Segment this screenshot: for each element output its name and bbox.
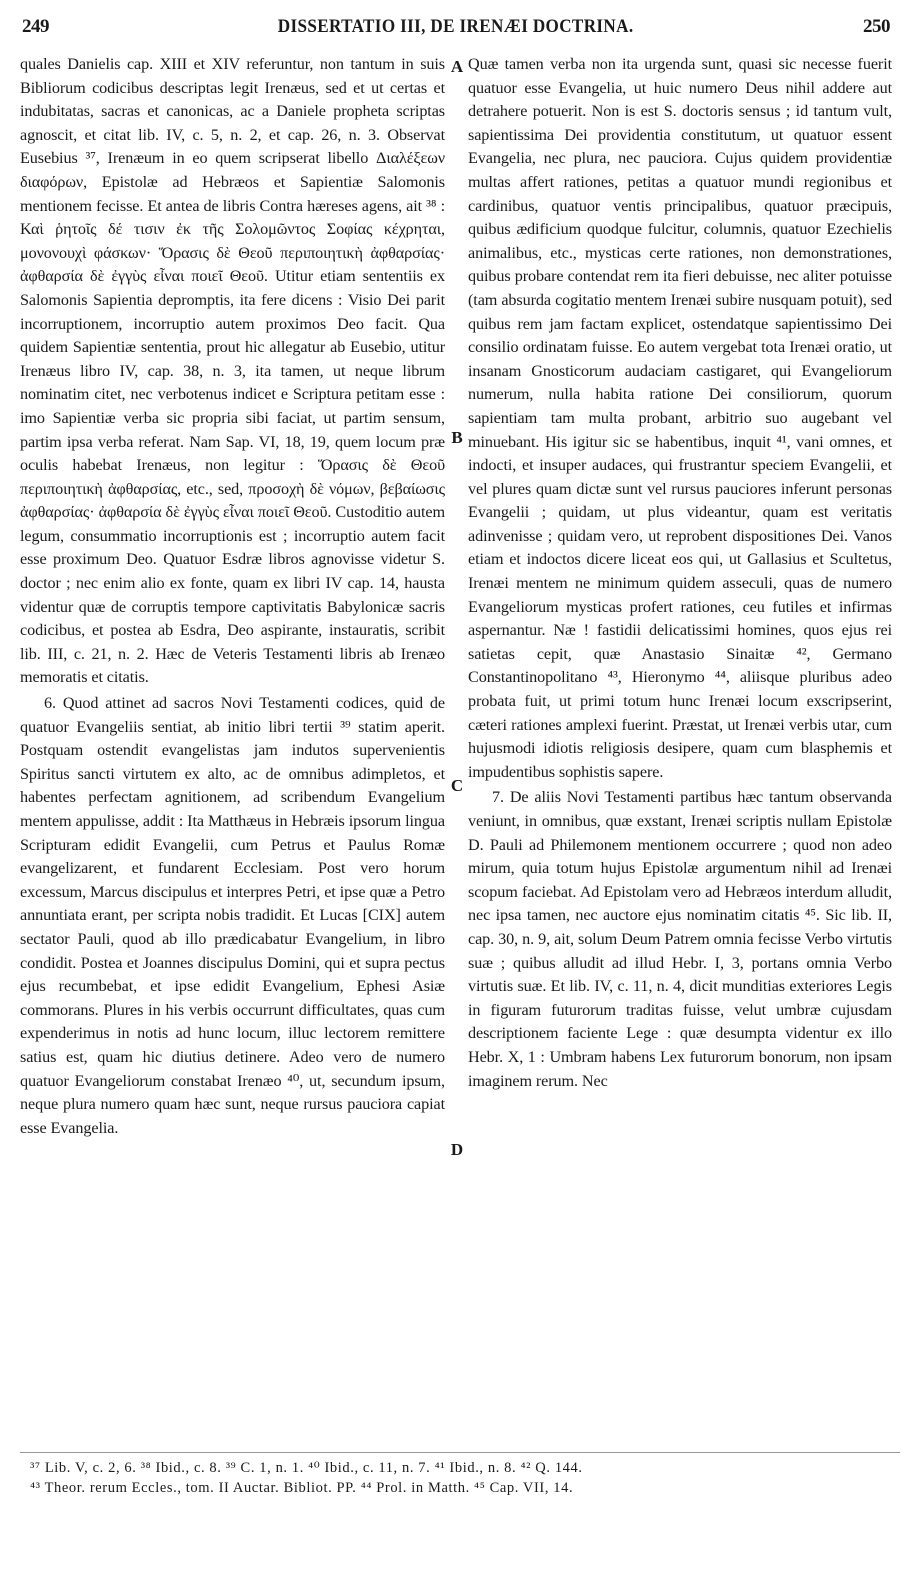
margin-marker-d: D xyxy=(450,1140,464,1159)
page-number-left: 249 xyxy=(22,16,49,37)
page-header xyxy=(22,16,890,44)
paragraph: Quæ tamen verba non ita urgenda sunt, quasi sic necesse fuerit quatuor esse Evangelia, ut huic numero Deus nihil addere aut detrahere potuerit. Non is est S. doctoris sensus ; id tantum vult, sapientissima Dei providentia constitutum, ut quatuor essent Evangelia, nec plura, nec pauciora. Cujus quidem providentiæ multas affert rationes, petitas a quatuor mundi regionibus et cardinibus, quatuor ventis principalibus, quatuor præcipuis, quibus ædificium quodque fulcitur, columnis, quatuor Ezechielis animalibus, etc., mysticas certe rationes, non demonstrationes, quibus probare contendat rem ita fieri debuisse, nec aliter potuisse (tam absurda cogitatio mentem Irenæi subire nusquam potuit), sed quibus rem jam factam explicet, ostendatque sapientissimo Dei consilio ordinatam fuisse. Eo autem vergebat tota Irenæi oratio, ut insanam Gnosticorum audaciam castigaret, qui Evangeliorum numerum, nulla habita ratione Dei consiliorum, quorum sapientiam tam multa probant, arbitrio suo augebant vel minuebant. His igitur sic se habentibus, inquit ⁴¹, vani omnes, et indocti, et insuper audaces, qui frustrantur speciem Evangelii, et vel plures quam dictæ sunt vel rursus pauciores inferunt personas Evangelii ; quidam, ut plus videantur, quam est veritatis adinvenisse ; quidam vero, ut reprobent dispositiones Dei. Vanos etiam et indoctos dicere liceat eos qui, ut Gallasius et Scultetus, Irenæi mentem ne minimum quidem asseculi, quas de numero Evangeliorum mysticas profert rationes, ceu futiles et infirmas aspernantur. Næ ! fastidii delicatissimi homines, quos ejus rei satietas cepit, quæ Anastasio Sinaitæ ⁴², Germano Constantinopolitano ⁴³, Hieronymo ⁴⁴, aliisque pluribus adeo probata fuit, ut primi totum hunc Irenæi locum exscripserint, cæteri rationes amplexi fuerint. Præstat, ut Irenæi verbis utar, cum hujusmodi idiotis religiosis desipere, quam cum blasphemis et impudentibus sophistis sapere. xyxy=(468,55,892,781)
margin-marker-b: B xyxy=(451,428,463,447)
paragraph: 6. Quod attinet ad sacros Novi Testamenti codices, quid de quatuor Evangeliis sentiat, ab initio libri tertii ³⁹ statim aperit. Postquam ostendit evangelistas jam indutos supervenientis Spiritus sancti virtutem ex alto, ac de omnibus adimpletos, et habentes perfectam agnitionem, ad scribendum Evangelium mentem appulisse, addit : Ita Matthæus in Hebræis ipsorum lingua Scripturam edidit Evangelii, cum Petrus et Paulus Romæ evangelizarent, et fundarent Ecclesiam. Post vero horum excessum, Marcus discipulus et interpres Petri, et ipse quæ a Petro annuntiata erant, per scripta nobis tradidit. Et Lucas [CIX] autem sectator Pauli, quod ab illo prædicabatur Evangelium, in libro condidit. Postea et Joannes discipulus Domini, qui et supra pectus ejus recumbebat, et ipse edidit Evangelium, Ephesi Asiæ commorans. Plures in his verbis occurrunt difficultates, quas cum expenderimus in notis ad hunc locum, illuc lectorem remittere satius est, quam hic diutius detinere. Adeo vero de numero quatuor Evangeliorum constabat Irenæo ⁴⁰, ut, secundum ipsum, neque plura numero quam hæc sunt, neque rursus pauciora capiat esse Evangelia. xyxy=(20,694,445,1137)
running-title: DISSERTATIO III, DE IRENÆI DOCTRINA. xyxy=(278,16,634,37)
right-column xyxy=(468,53,892,1093)
footnote-line: ⁴³ Theor. rerum Eccles., tom. II Auctar. Bibliot. PP. ⁴⁴ Prol. in Matth. ⁴⁵ Cap. VII, 14. xyxy=(30,1480,574,1496)
paragraph: quales Danielis cap. XIII et XIV referuntur, non tantum in suis Bibliorum codicibus descriptas legit Irenæus, sed et ut certas et indubitatas, sacras et canonicas, ac a Daniele propheta scriptas agnoscit, et citat lib. IV, c. 5, n. 2, et cap. 26, n. 3. Observat Eusebius ³⁷, Irenæum in eo quem scripserat libello Διαλέξεων διαφόρων, Epistolæ ad Hebræos et Sapientiæ Salomonis mentionem fecisse. Et antea de libris Contra hæreses agens, ait ³⁸ : Καὶ ῥητοῖς δέ τισιν ἐκ τῆς Σολομῶντος Σοφίας κέχρηται, μονονουχὶ φάσκων· Ὅρασις δὲ Θεοῦ περιποιητικὴ ἀφθαρσίας· ἀφθαρσία δὲ ἐγγὺς εἶναι ποιεῖ Θεοῦ. Utitur etiam sententiis ex Salomonis Sapientia depromptis, ita fere dicens : Visio Dei parit incorruptionem, incorruptio autem proximos Deo facit. Qua quidem Sapientiæ sententia, prout hic allegatur ab Eusebio, utitur Irenæus libro IV, cap. 38, n. 3, ita tamen, ut neque librum nominatim citet, nec verbotenus indicet e Scriptura petitam esse : imo Sapientiæ verba sic propria sibi faciat, ut partim sensum, partim ipsa verba referat. Nam Sap. VI, 18, 19, quem locum præ oculis habebat Irenæus, non legitur : Ὅρασις δὲ Θεοῦ περιποιητικὴ ἀφθαρσίας, etc., sed, προσοχὴ δὲ νόμων, βεβαίωσις ἀφθαρσίας· ἀφθαρσία δὲ ἐγγὺς εἶναι ποιεῖ Θεοῦ. Custoditio autem legum, consummatio incorruptionis est ; incorruptio autem facit esse proximum Deo. Quatuor Esdræ libros agnovisse videtur S. doctor ; nec enim alio ex fonte, quam ex libri IV cap. 14, hausta videntur quæ de corruptis tempore captivitatis Babylonicæ sacris codicibus, et postea ab Esdra, Deo aspirante, instauratis, scribit lib. III, c. 21, n. 2. Hæc de Veteris Testamenti libris ab Irenæo memoratis et citatis. xyxy=(20,55,445,687)
left-column xyxy=(20,53,445,1140)
footnotes xyxy=(30,1458,890,1498)
margin-marker-c: C xyxy=(450,776,464,795)
page-number-right: 250 xyxy=(862,16,890,37)
footnote-divider xyxy=(20,1452,900,1453)
paragraph: 7. De aliis Novi Testamenti partibus hæc tantum observanda veniunt, in omnibus, quæ exstant, Irenæi scriptis nullam Epistolæ D. Pauli ad Philemonem mentionem occurrere ; quod non adeo mirum, quia totum hujus Epistolæ argumentum nihil ad Irenæi scopum faciebat. Ad Epistolam vero ad Hebræos interdum alludit, nec ipsa tamen, nec auctore ejus nominatim citatis ⁴⁵. Sic lib. II, cap. 30, n. 9, ait, solum Deum Patrem omnia fecisse Verbo virtutis suæ ; quibus alludit ad illud Hebr. I, 3, portans omnia Verbo virtutis suæ. Et lib. IV, c. 11, n. 4, dicit munditias exteriores Legis in figuram futurorum traditas fuisse, velut umbræ cujusdam descriptionem faciente Lege : quæ desumpta videntur ex illo Hebr. X, 1 : Umbram habens Lex futurorum bonorum, non ipsam imaginem rerum. Nec xyxy=(468,788,892,1090)
margin-marker-a: A xyxy=(450,57,464,76)
footnote-line: ³⁷ Lib. V, c. 2, 6. ³⁸ Ibid., c. 8. ³⁹ C. 1, n. 1. ⁴⁰ Ibid., c. 11, n. 7. ⁴¹ Ibid., n. 8. ⁴² Q. 144. xyxy=(30,1460,583,1476)
